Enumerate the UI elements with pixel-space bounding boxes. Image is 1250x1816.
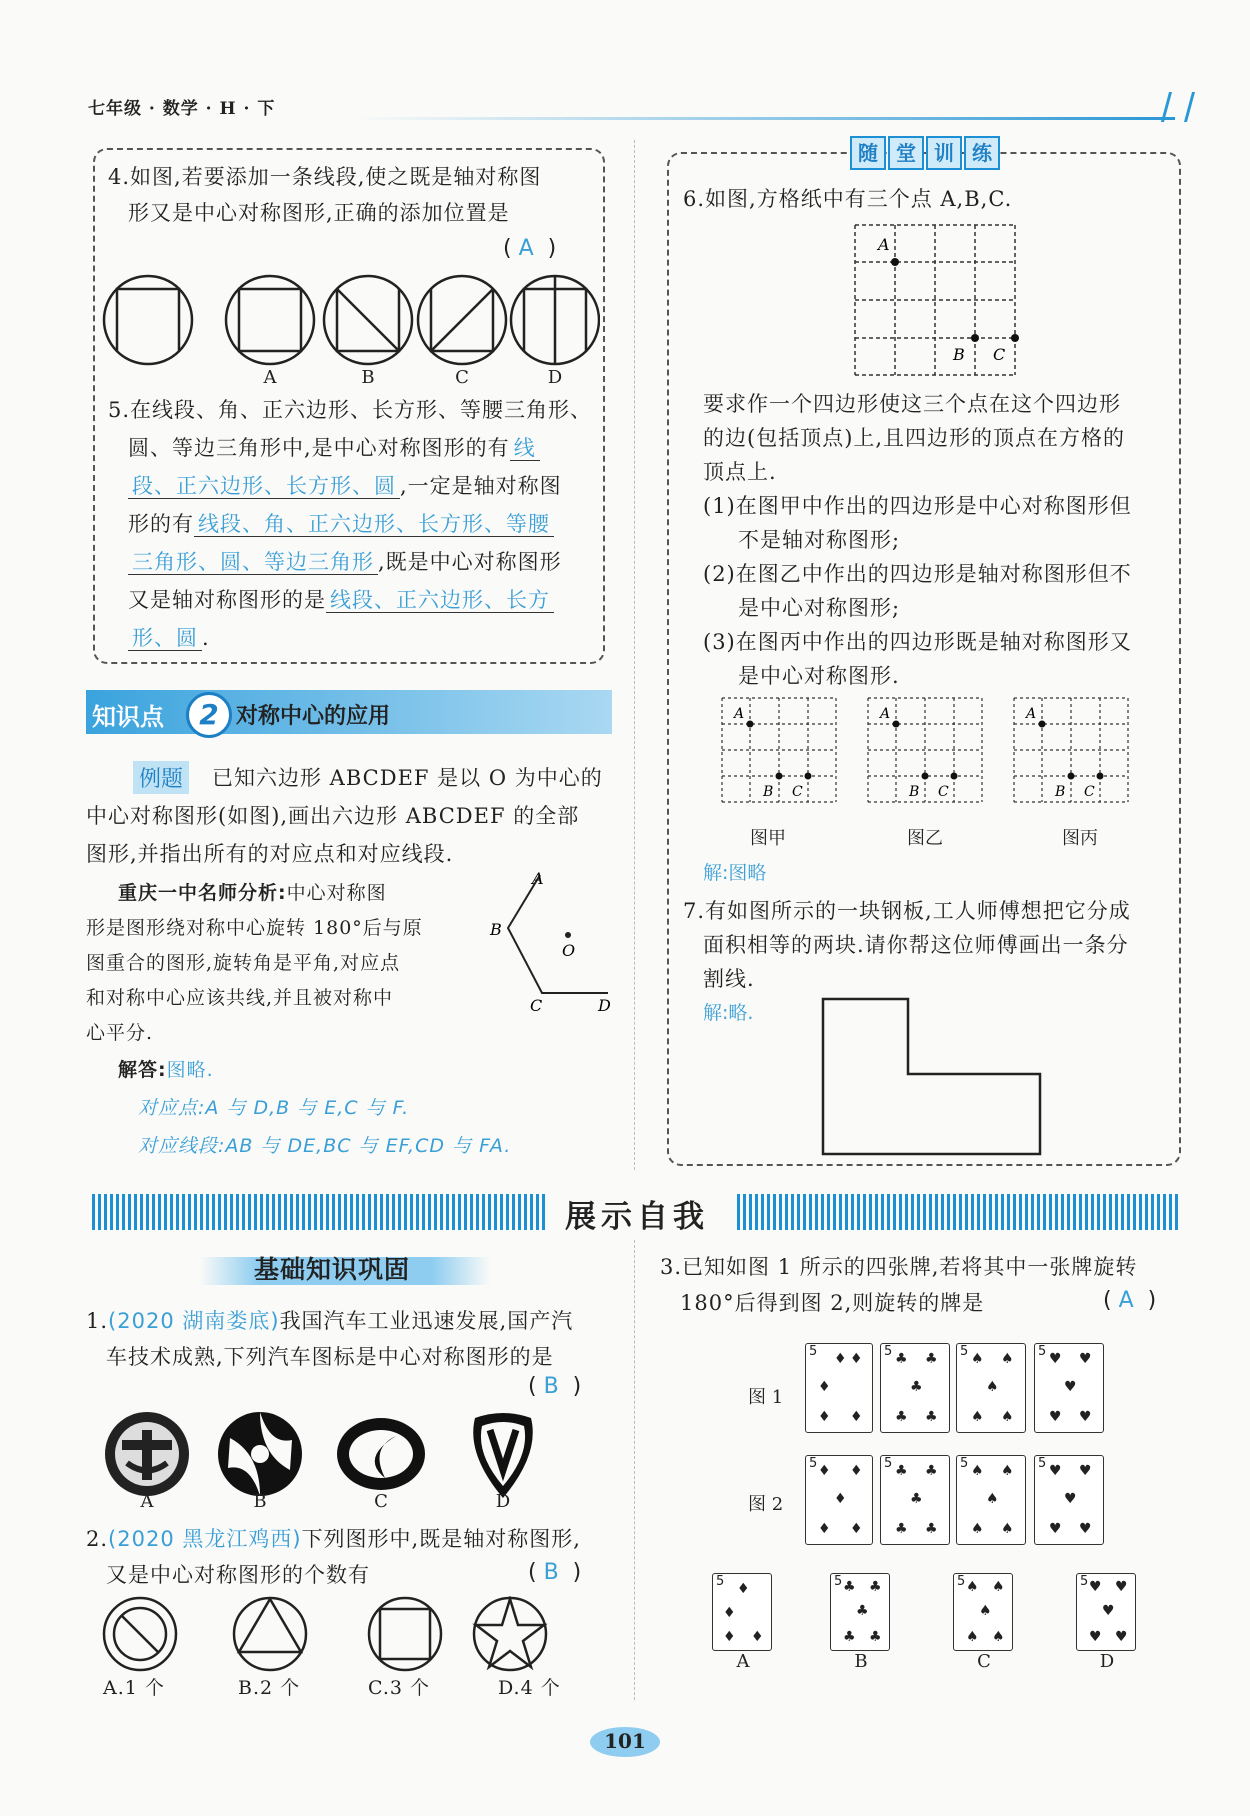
- q5-line2: [128, 431, 540, 465]
- q6-line4: 顶点上.: [703, 460, 777, 484]
- q5-answer3-b: 形、圆: [128, 626, 202, 651]
- svg-text:C: C: [792, 784, 803, 800]
- q2-option-a: A.1 个: [103, 1677, 165, 1699]
- q3-line2: 180°后得到图 2,则旋转的牌是: [680, 1291, 985, 1315]
- card-fig2-hearts: 5 ♥ ♥ ♥ ♥ ♥: [1034, 1455, 1104, 1545]
- example-hexagon-figure: [480, 870, 620, 1020]
- hex-label-d: D: [598, 996, 611, 1015]
- card-fig1-hearts-rank: 5: [1038, 1344, 1047, 1359]
- q3-card-a-rank: 5: [716, 1574, 725, 1589]
- q3-card-d-rank: 5: [1080, 1574, 1089, 1589]
- logo-c: [337, 1418, 425, 1490]
- example-line2: 中心对称图形(如图),画出六边形 ABCDEF 的全部: [86, 804, 580, 828]
- answer-label: 解答:: [118, 1059, 167, 1081]
- q6-part2b: 是中心对称图形;: [738, 596, 901, 620]
- svg-text:A: A: [880, 706, 891, 722]
- q5-answer3-a: 线段、正六边形、长方: [326, 588, 554, 613]
- svg-text:A: A: [1026, 706, 1037, 722]
- hex-label-b: B: [490, 920, 502, 939]
- badge-char-2: 堂: [888, 136, 924, 170]
- grid-bing: [1014, 698, 1128, 802]
- q5-line6: [128, 583, 554, 617]
- fig-bing: 图丙: [1062, 828, 1098, 849]
- q2-line2: 又是中心对称图形的个数有: [106, 1563, 370, 1587]
- hex-label-o: O: [562, 941, 576, 960]
- q4-square-e: [524, 276, 586, 364]
- card-fig1-hearts: 5 ♥ ♥ ♥ ♥ ♥: [1034, 1343, 1104, 1433]
- header-rule: [355, 117, 1175, 120]
- q7-line2: 面积相等的两块.请你帮这位师傅画出一条分: [703, 933, 1129, 957]
- q4-line1: 4.如图,若要添加一条线段,使之既是轴对称图: [108, 165, 542, 189]
- q5-line6-text: 又是轴对称图形的是: [128, 588, 326, 612]
- q7-line3: 割线.: [703, 967, 755, 991]
- grid-yi: [868, 698, 982, 802]
- q4-option-c: C: [455, 367, 469, 388]
- q6-part3b: 是中心对称图形.: [738, 664, 900, 688]
- q6-small-grids: [718, 694, 1138, 809]
- q2-option-c: C.3 个: [368, 1677, 431, 1699]
- q2-triangle-b: [239, 1599, 301, 1652]
- card-fig2-diamonds-rank: 5: [809, 1456, 818, 1471]
- q1-option-a: A: [140, 1491, 154, 1512]
- q5-line2-text: 圆、等边三角形中,是中心对称图形的有: [128, 436, 510, 460]
- q6-part3a: (3)在图丙中作出的四边形既是轴对称图形又: [703, 630, 1132, 654]
- q4-answer-paren: ( A ): [503, 236, 557, 261]
- kp2-number: 2: [186, 692, 232, 738]
- q5-line1: 5.在线段、角、正六边形、长方形、等腰三角形、: [108, 398, 593, 422]
- q2-square-c: [380, 1609, 430, 1659]
- card-fig1-spades: 5 ♠ ♠ ♠ ♠ ♠: [956, 1343, 1026, 1433]
- q1-answer: B: [543, 1374, 559, 1399]
- q2-text1: 下列图形中,既是轴对称图形,: [301, 1527, 581, 1551]
- q2-circle-d: [474, 1598, 546, 1670]
- svg-text:C: C: [1084, 784, 1095, 800]
- hex-label-c: C: [530, 996, 543, 1015]
- page-number: 101: [604, 1729, 646, 1753]
- banner-stripes-left: [92, 1194, 547, 1230]
- fig-jia: 图甲: [750, 828, 786, 849]
- svg-text:B: B: [909, 784, 920, 800]
- grid-label-b: B: [953, 345, 965, 364]
- q1-source: (2020 湖南娄底): [108, 1309, 280, 1333]
- kp2-title: 对称中心的应用: [236, 704, 391, 729]
- card-fig1-spades-rank: 5: [960, 1344, 969, 1359]
- q1-option-d: D: [495, 1491, 511, 1512]
- q4-line2: 形又是中心对称图形,正确的添加位置是: [128, 201, 510, 225]
- q1-option-b: B: [253, 1491, 267, 1512]
- example-line3: 图形,并指出所有的对应点和对应线段.: [86, 842, 454, 866]
- banner-stripes-right: [737, 1194, 1180, 1230]
- q3-card-option-a: 5 ♦ ♦ ♦ ♦: [712, 1573, 772, 1651]
- badge-char-1: 随: [850, 136, 886, 170]
- svg-text:A: A: [734, 706, 745, 722]
- logo-a: [105, 1412, 189, 1496]
- grid-jia: [722, 698, 836, 802]
- q3-option-d: D: [1099, 1651, 1115, 1672]
- fig-yi: 图乙: [907, 828, 943, 849]
- q4-square-b: [239, 289, 301, 351]
- logo-d: [473, 1413, 533, 1498]
- q2-answer: B: [543, 1560, 559, 1585]
- q2-diameter-a: [122, 1616, 158, 1652]
- q3-line1: 3.已知如图 1 所示的四张牌,若将其中一张牌旋转: [660, 1255, 1138, 1279]
- analysis-line5: 心平分.: [86, 1022, 154, 1044]
- card-fig2-spades: 5 ♠ ♠ ♠ ♠ ♠: [956, 1455, 1026, 1545]
- q6-line2: 要求作一个四边形使这三个点在这个四边形: [703, 392, 1121, 416]
- q5-answer1-b: 段、正六边形、长方形、圆: [128, 474, 400, 499]
- hex-label-a: A: [532, 870, 544, 888]
- example-tag: 例题: [133, 761, 189, 794]
- q1-line1: 1.(2020 湖南娄底)我国汽车工业迅速发展,国产汽: [86, 1309, 574, 1333]
- q2-option-d: D.4 个: [498, 1677, 561, 1699]
- q3-card-option-c: 5 ♠ ♠ ♠ ♠ ♠: [953, 1573, 1013, 1651]
- q6-line3: 的边(包括顶点)上,且四边形的顶点在方格的: [703, 426, 1126, 450]
- q2-star-d: [476, 1599, 544, 1667]
- card-fig2-diamonds: 5 ♦ ♦ ♦ ♦ ♦: [805, 1455, 873, 1545]
- q1-option-c: C: [374, 1491, 388, 1512]
- practice-badge: [850, 136, 1000, 170]
- q3-option-c: C: [977, 1651, 991, 1672]
- q5-answer2-a: 线段、角、正六边形、长方形、等腰: [194, 512, 554, 537]
- q5-line7: [128, 621, 210, 655]
- q5-line5: [128, 545, 562, 579]
- q2-circle-b: [234, 1598, 306, 1670]
- card-fig1-diamonds-rank: 5: [809, 1344, 818, 1359]
- grid-label-c: C: [993, 345, 1006, 364]
- logo-b: [218, 1412, 302, 1496]
- answer-line3: 对应线段:AB 与 DE,BC 与 EF,CD 与 FA.: [138, 1135, 512, 1157]
- q3-option-b: B: [854, 1651, 868, 1672]
- q6-part2a: (2)在图乙中作出的四边形是轴对称图形但不: [703, 562, 1132, 586]
- q6-part1a: (1)在图甲中作出的四边形是中心对称图形但: [703, 494, 1132, 518]
- card-fig2-clubs-rank: 5: [884, 1456, 893, 1471]
- q5-line4-text: 形的有: [128, 512, 194, 536]
- q2-answer-paren: ( B ): [528, 1560, 582, 1585]
- header-mark: [1161, 92, 1195, 122]
- card-fig2-hearts-rank: 5: [1038, 1456, 1047, 1471]
- card-fig1-clubs: 5 ♣ ♣ ♣ ♣ ♣: [880, 1343, 950, 1433]
- card-fig2-spades-rank: 5: [960, 1456, 969, 1471]
- q4-figures: [100, 272, 600, 392]
- q6-part1b: 不是轴对称图形;: [738, 528, 901, 552]
- q4-square-c: [337, 289, 399, 351]
- q4-square-d: [431, 289, 493, 351]
- answer-text1: 图略.: [166, 1059, 214, 1081]
- q3-fig2-label: 图 2: [748, 1494, 784, 1515]
- answer-line2: 对应点:A 与 D,B 与 E,C 与 F.: [138, 1097, 410, 1119]
- card-fig2-clubs: 5 ♣ ♣ ♣ ♣ ♣: [880, 1455, 950, 1545]
- badge-char-4: 练: [964, 136, 1000, 170]
- analysis-line1: [118, 876, 387, 910]
- header-title: 七年级 · 数学 · H · 下: [88, 99, 276, 119]
- analysis-text1: 中心对称图: [286, 882, 387, 904]
- q3-card-option-d: 5 ♥ ♥ ♥ ♥ ♥: [1076, 1573, 1136, 1651]
- q1-line2: 车技术成熟,下列汽车图标是中心对称图形的是: [106, 1345, 554, 1369]
- q4-answer: A: [518, 236, 534, 261]
- q6-solution: 解:图略: [703, 862, 767, 884]
- q2-option-b: B.2 个: [238, 1677, 301, 1699]
- grid-label-a: A: [878, 235, 890, 254]
- svg-text:C: C: [938, 784, 949, 800]
- card-fig1-clubs-rank: 5: [884, 1344, 893, 1359]
- q5-period: .: [202, 626, 210, 650]
- q4-option-d: D: [547, 367, 563, 388]
- analysis-line3: 图重合的图形,旋转角是平角,对应点: [86, 952, 401, 974]
- q5-line5-text: ,既是中心对称图形: [378, 550, 562, 574]
- q2-figures: [100, 1596, 560, 1678]
- basics-title: 基础知识巩固: [254, 1255, 411, 1284]
- analysis-label: 重庆一中名师分析:: [118, 882, 287, 904]
- q2-source: (2020 黑龙江鸡西): [108, 1527, 302, 1551]
- q6-grid: [850, 220, 1020, 380]
- q2-line1: 2.(2020 黑龙江鸡西)下列图形中,既是轴对称图形,: [86, 1527, 581, 1551]
- q5-line4: [128, 507, 554, 541]
- column-divider: [634, 140, 635, 1170]
- analysis-line4: 和对称中心应该共线,并且被对称中: [86, 987, 394, 1009]
- q5-answer1-a: 线: [510, 436, 540, 461]
- svg-text:B: B: [763, 784, 774, 800]
- badge-char-3: 训: [926, 136, 962, 170]
- q5-line3-text: ,一定是轴对称图: [400, 474, 562, 498]
- q3-card-b-rank: 5: [834, 1574, 843, 1589]
- kp2-label: 知识点: [92, 703, 164, 731]
- analysis-line2: 形是图形绕对称中心旋转 180°后与原: [86, 917, 423, 939]
- q7-line1: 7.有如图所示的一块钢板,工人师傅想把它分成: [683, 899, 1131, 923]
- example-line1: 已知六边形 ABCDEF 是以 O 为中心的: [212, 766, 603, 790]
- q5-answer2-b: 三角形、圆、等边三角形: [128, 550, 378, 575]
- q3-card-option-b: 5 ♣ ♣ ♣ ♣ ♣: [830, 1573, 890, 1651]
- svg-text:B: B: [1055, 784, 1066, 800]
- q7-steel-plate: [820, 996, 1050, 1158]
- answer-line1: [118, 1053, 214, 1087]
- q3-answer: A: [1118, 1288, 1134, 1313]
- column-divider-lower: [634, 1240, 635, 1700]
- q4-option-b: B: [361, 367, 375, 388]
- banner-title: 展示自我: [565, 1199, 709, 1235]
- q6-line1: 6.如图,方格纸中有三个点 A,B,C.: [683, 187, 1013, 211]
- q4-option-a: A: [263, 367, 277, 388]
- q3-answer-paren: ( A ): [1103, 1288, 1157, 1313]
- q3-card-c-rank: 5: [957, 1574, 966, 1589]
- q3-option-a: A: [736, 1651, 750, 1672]
- card-fig1-diamonds: 5 ♦ ♦ ♦ ♦ ♦: [805, 1343, 873, 1433]
- q7-solution: 解:略.: [703, 1002, 754, 1024]
- q1-text1: 我国汽车工业迅速发展,国产汽: [279, 1309, 574, 1333]
- q5-line3: [128, 469, 562, 503]
- q1-answer-paren: ( B ): [528, 1374, 582, 1399]
- q3-fig1-label: 图 1: [748, 1387, 784, 1408]
- q4-square-a: [117, 289, 179, 352]
